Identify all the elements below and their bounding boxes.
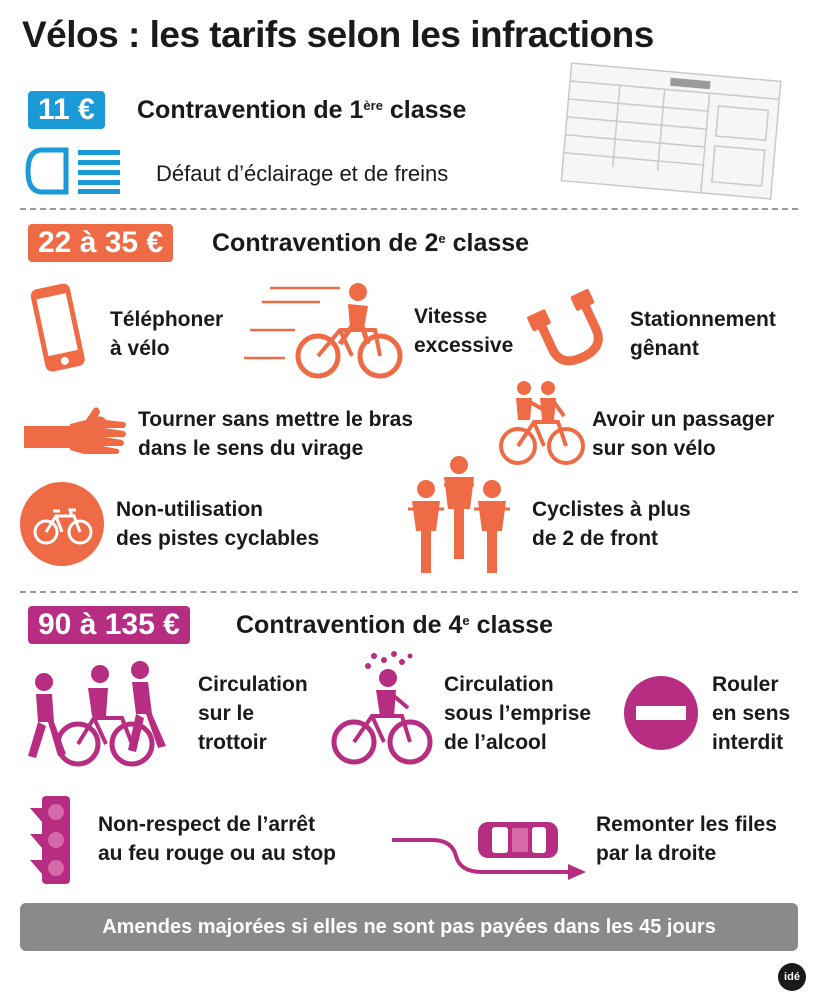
sidewalk-cycling-icon (22, 660, 182, 770)
abreast-label-2: de 2 de front (532, 527, 659, 550)
speed-label-1: Vitesse (414, 305, 488, 328)
bike-lock-icon (528, 290, 613, 370)
footer-banner: Amendes majorées si elles ne sont pas payées dans les 45 jours (20, 903, 798, 951)
phoning-label-2: à vélo (110, 337, 170, 360)
sidewalk-label-3: trottoir (198, 731, 267, 754)
sidewalk-label-1: Circulation (198, 673, 308, 696)
class-1-heading (137, 96, 466, 125)
no-entry-icon (624, 676, 698, 750)
overtake-label-2: par la droite (596, 842, 717, 865)
bike-lane-label-2: des pistes cyclables (116, 527, 320, 550)
class-2-sup: e (438, 231, 446, 246)
class-4-label: Contravention de 4 (236, 611, 463, 639)
smartphone-icon (26, 282, 86, 377)
turning-label-2: dans le sens du virage (138, 437, 364, 460)
headlight-label: Défaut d’éclairage et de freins (156, 161, 449, 186)
abreast-label-1: Cyclistes à plus (532, 498, 691, 521)
price-badge-class-2: 22 à 35 € (28, 224, 173, 262)
class-4-suffix: classe (469, 611, 554, 639)
red-light-label-2: au feu rouge ou au stop (98, 842, 337, 865)
fine-ticket-icon (556, 62, 786, 202)
passenger-label-2: sur son vélo (592, 437, 716, 460)
class-2-suffix: classe (445, 229, 530, 257)
speeding-cyclist-icon (240, 280, 405, 380)
class-1-sup: ère (363, 98, 383, 113)
price-badge-class-1: 11 € (28, 91, 105, 129)
alcohol-label-3: de l’alcool (444, 731, 547, 754)
wrong-way-label-3: interdit (712, 731, 784, 754)
brand-logo: idé (778, 963, 806, 991)
alcohol-label-1: Circulation (444, 673, 554, 696)
traffic-light-icon (26, 794, 86, 886)
phoning-label-1: Téléphoner (110, 308, 224, 331)
alcohol-label-2: sous l’emprise (444, 702, 592, 725)
sidewalk-label-2: sur le (198, 702, 255, 725)
class-4-heading (236, 611, 553, 640)
class-2-heading (212, 229, 529, 258)
hand-signal-icon (24, 408, 129, 460)
overtaking-right-icon (392, 816, 592, 886)
bike-lane-icon (20, 482, 104, 566)
turning-label-1: Tourner sans mettre le bras (138, 408, 414, 431)
cyclists-abreast-icon (404, 455, 514, 577)
passenger-label-1: Avoir un passager (592, 408, 775, 431)
price-badge-class-4: 90 à 135 € (28, 606, 190, 644)
overtake-label-1: Remonter les files (596, 813, 777, 836)
bike-lane-label-1: Non-utilisation (116, 498, 263, 521)
separator-1 (20, 208, 798, 210)
wrong-way-label-1: Rouler (712, 673, 779, 696)
parking-label-1: Stationnement (630, 308, 776, 331)
drunk-cyclist-icon (332, 650, 432, 770)
class-1-label: Contravention de 1 (137, 96, 364, 124)
separator-2 (20, 591, 798, 593)
red-light-label-1: Non-respect de l’arrêt (98, 813, 316, 836)
class-1-suffix: classe (382, 96, 467, 124)
page-title: Vélos : les tarifs selon les infractions (22, 14, 654, 55)
headlight-icon (24, 146, 124, 196)
parking-label-2: gênant (630, 337, 699, 360)
class-4-sup: e (462, 613, 470, 628)
wrong-way-label-2: en sens (712, 702, 791, 725)
speed-label-2: excessive (414, 334, 514, 357)
class-2-label: Contravention de 2 (212, 229, 439, 257)
